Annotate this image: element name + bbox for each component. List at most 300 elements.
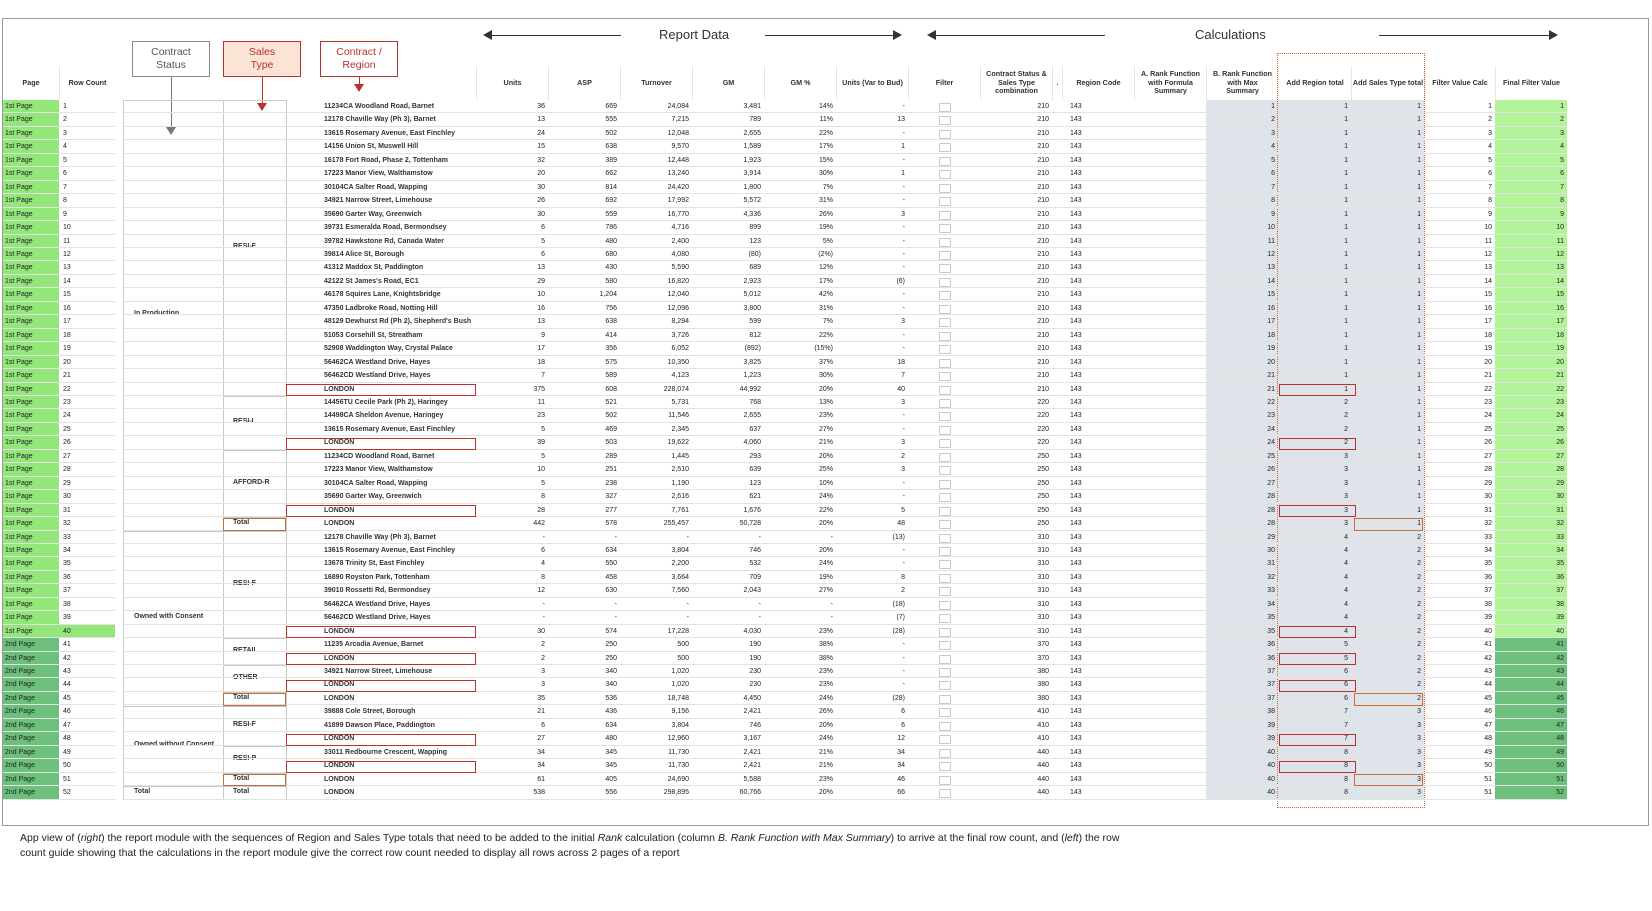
filter-checkbox-icon <box>939 399 951 408</box>
guide-row-count-cell: 37 <box>63 587 71 595</box>
cell-combination: 250 <box>1037 466 1049 474</box>
guide-page-cell: 1st Page <box>3 450 59 462</box>
guide-row-count-cell: 33 <box>63 533 71 541</box>
cell-region-code: 143 <box>1070 103 1082 110</box>
cell-region: 12178 Chaville Way (Ph 3), Barnet <box>324 533 436 541</box>
cell-filter-calc: 17 <box>1484 318 1492 326</box>
cell-final-filter: 22 <box>1495 383 1567 395</box>
cell-units-var: - <box>902 425 905 433</box>
cell-asp: 502 <box>605 412 617 420</box>
cell-region-code: 143 <box>1070 708 1082 716</box>
cell-units: 5 <box>541 452 545 460</box>
cell-filter-calc: 1 <box>1488 103 1492 110</box>
cell-units: 23 <box>537 412 545 420</box>
table-row <box>123 584 1567 597</box>
cell-add-sales: 3 <box>1417 762 1421 770</box>
cell-region: 13678 Trinity St, East Finchley <box>324 560 425 568</box>
cell-combination: 210 <box>1037 237 1049 245</box>
cell-add-sales: 2 <box>1417 668 1421 676</box>
cell-filter-calc: 49 <box>1484 748 1492 756</box>
cell-combination: 210 <box>1037 264 1049 272</box>
cell-gm: (80) <box>748 250 761 258</box>
cell-region: 35690 Garter Way, Greenwich <box>324 210 422 218</box>
sales-type-label: Total <box>233 774 250 782</box>
cell-units-var: 3 <box>901 210 905 218</box>
cell-units: 10 <box>537 291 545 299</box>
table-row <box>123 356 1567 369</box>
table-row <box>123 786 1567 799</box>
cell-final-filter: 32 <box>1495 517 1567 529</box>
cell-add-region: 1 <box>1344 237 1348 245</box>
guide-row-count-cell: 2 <box>63 116 67 124</box>
cell-add-region: 2 <box>1344 425 1348 433</box>
cell-combination: 310 <box>1037 614 1049 622</box>
cell-region-code: 143 <box>1070 668 1082 676</box>
cell-units-var: - <box>902 331 905 339</box>
filter-checkbox-icon <box>939 762 951 771</box>
guide-row <box>3 113 115 126</box>
cell-filter-calc: 25 <box>1484 425 1492 433</box>
cell-add-region: 2 <box>1344 398 1348 406</box>
cell-add-sales: 1 <box>1417 183 1421 191</box>
cell-asp: 556 <box>605 789 617 797</box>
cell-turnover: 8,294 <box>671 318 689 326</box>
contract-status-label: Total <box>134 788 151 796</box>
cell-region-code: 143 <box>1070 762 1082 770</box>
cell-gm-pct: 21% <box>818 762 833 770</box>
cell-add-region: 4 <box>1344 573 1348 581</box>
cell-asp: 638 <box>605 318 617 326</box>
cell-add-sales: 1 <box>1417 210 1421 218</box>
cell-final-filter: 18 <box>1495 329 1567 341</box>
cell-turnover: 5,731 <box>671 398 689 406</box>
cell-turnover: 3,804 <box>671 721 689 729</box>
cell-rank-b: 28 <box>1267 520 1275 528</box>
guide-row-count-cell: 34 <box>63 546 71 554</box>
add-region-highlight <box>1279 626 1356 638</box>
cell-final-filter: 8 <box>1495 194 1567 206</box>
cell-region: LONDON <box>324 627 355 635</box>
cell-region-code: 143 <box>1070 156 1082 164</box>
table-row <box>123 544 1567 557</box>
cell-filter-calc: 45 <box>1484 694 1492 702</box>
guide-row-count-cell: 47 <box>63 721 71 729</box>
cell-add-region: 4 <box>1344 560 1348 568</box>
cell-asp: 550 <box>605 560 617 568</box>
cell-rank-b: 30 <box>1267 546 1275 554</box>
cell-add-region: 1 <box>1344 224 1348 232</box>
guide-row <box>3 584 115 597</box>
cell-units: 39 <box>537 439 545 447</box>
cell-gm: (892) <box>744 345 761 353</box>
cell-units: 34 <box>537 748 545 756</box>
cell-units-var: 13 <box>897 116 905 124</box>
guide-row-count-cell: 22 <box>63 385 71 393</box>
cell-units-var: - <box>902 304 905 312</box>
cell-region: LONDON <box>324 654 355 662</box>
cell-rank-b: 21 <box>1267 385 1275 393</box>
filter-checkbox-icon <box>939 708 951 717</box>
cell-units-var: - <box>902 493 905 501</box>
cell-rank-b: 22 <box>1267 398 1275 406</box>
cell-filter-calc: 13 <box>1484 264 1492 272</box>
header-gm-pct: GM % <box>764 66 836 100</box>
guide-page-cell: 1st Page <box>3 383 59 395</box>
contract-status-label: Owned without Consent <box>134 741 215 749</box>
cell-filter-calc: 22 <box>1484 385 1492 393</box>
guide-row-count-cell: 50 <box>63 762 71 770</box>
guide-page-cell: 1st Page <box>3 557 59 569</box>
cell-combination: 370 <box>1037 654 1049 662</box>
cell-final-filter: 17 <box>1495 315 1567 327</box>
header-rank-b: B. Rank Function with Max Summary <box>1206 66 1278 100</box>
guide-page-cell: 1st Page <box>3 463 59 475</box>
cell-region-code: 143 <box>1070 493 1082 501</box>
cell-rank-b: 39 <box>1267 735 1275 743</box>
filter-checkbox-icon <box>939 251 951 260</box>
cell-turnover: 2,400 <box>671 237 689 245</box>
filter-checkbox-icon <box>939 170 951 179</box>
cell-filter-calc: 28 <box>1484 466 1492 474</box>
cell-gm-pct: 20% <box>818 546 833 554</box>
cell-turnover: 255,457 <box>663 520 689 528</box>
cell-gm-pct: (2%) <box>818 250 833 258</box>
cell-region: 14456TU Cecile Park (Ph 2), Haringey <box>324 398 448 406</box>
cell-combination: 380 <box>1037 694 1049 702</box>
cell-rank-b: 40 <box>1267 789 1275 797</box>
cell-gm: 689 <box>749 264 761 272</box>
cell-rank-b: 4 <box>1271 143 1275 151</box>
guide-page-cell: 1st Page <box>3 315 59 327</box>
cell-turnover: 11,730 <box>668 762 689 770</box>
cell-asp: 356 <box>605 345 617 353</box>
cell-units: 20 <box>537 170 545 178</box>
guide-page-cell: 1st Page <box>3 248 59 260</box>
filter-checkbox-icon <box>939 103 951 112</box>
cell-final-filter: 51 <box>1495 773 1567 785</box>
cell-combination: 310 <box>1037 587 1049 595</box>
cell-rank-b: 10 <box>1267 224 1275 232</box>
cell-final-filter: 36 <box>1495 571 1567 583</box>
cell-region: 35690 Garter Way, Greenwich <box>324 493 422 501</box>
cell-combination: 220 <box>1037 425 1049 433</box>
add-region-highlight <box>1279 734 1356 746</box>
add-region-highlight <box>1279 680 1356 692</box>
cell-add-sales: 1 <box>1417 385 1421 393</box>
cell-units-var: - <box>902 291 905 299</box>
cell-final-filter: 39 <box>1495 611 1567 623</box>
cell-rank-b: 34 <box>1267 600 1275 608</box>
cell-turnover: 19,622 <box>667 439 689 447</box>
cell-filter-calc: 24 <box>1484 412 1492 420</box>
cell-units-var: 1 <box>901 170 905 178</box>
cell-rank-b: 32 <box>1267 573 1275 581</box>
header-gm: GM <box>692 66 764 100</box>
cell-add-sales: 2 <box>1417 546 1421 554</box>
cell-gm: 2,043 <box>743 587 761 595</box>
cell-gm-pct: 15% <box>818 156 833 164</box>
cell-units: 61 <box>537 775 545 783</box>
table-row <box>123 140 1567 153</box>
guide-page-cell: 1st Page <box>3 275 59 287</box>
cell-gm: 4,030 <box>743 627 761 635</box>
cell-filter-calc: 43 <box>1484 668 1492 676</box>
guide-page-cell: 2nd Page <box>3 786 59 798</box>
guide-row-count-cell: 51 <box>63 775 71 783</box>
cell-gm-pct: 7% <box>822 318 833 326</box>
header-add-region: Add Region total <box>1278 66 1351 100</box>
cell-region-code: 143 <box>1070 439 1082 447</box>
cell-turnover: 1,445 <box>671 452 689 460</box>
cell-gm-pct: 30% <box>818 372 833 380</box>
guide-page-cell: 2nd Page <box>3 773 59 785</box>
cell-turnover: 3,726 <box>671 331 689 339</box>
cell-filter-calc: 51 <box>1484 775 1492 783</box>
cell-region-code: 143 <box>1070 210 1082 218</box>
cell-add-region: 1 <box>1344 129 1348 137</box>
cell-units: 18 <box>537 358 545 366</box>
region-total-highlight <box>286 505 476 517</box>
cell-gm: 1,923 <box>743 156 761 164</box>
cell-region-code: 143 <box>1070 358 1082 366</box>
cell-final-filter: 40 <box>1495 625 1567 637</box>
guide-row-count-cell: 26 <box>63 439 71 447</box>
cell-final-filter: 3 <box>1495 127 1567 139</box>
cell-add-sales: 1 <box>1417 372 1421 380</box>
cell-final-filter: 20 <box>1495 356 1567 368</box>
cell-turnover: 228,074 <box>663 385 689 393</box>
cell-region-code: 143 <box>1070 345 1082 353</box>
filter-checkbox-icon <box>939 130 951 139</box>
cell-combination: 310 <box>1037 627 1049 635</box>
cell-region-code: 143 <box>1070 681 1082 689</box>
cell-rank-b: 40 <box>1267 775 1275 783</box>
cell-combination: 310 <box>1037 600 1049 608</box>
guide-page-cell: 1st Page <box>3 409 59 421</box>
cell-gm: 5,588 <box>743 775 761 783</box>
cell-add-sales: 1 <box>1417 103 1421 110</box>
guide-page-cell: 1st Page <box>3 329 59 341</box>
table-row <box>123 181 1567 194</box>
add-sales-highlight <box>1354 518 1423 530</box>
table-row <box>123 369 1567 382</box>
cell-gm: 3,825 <box>743 358 761 366</box>
cell-rank-b: 35 <box>1267 614 1275 622</box>
guide-row-count-cell: 21 <box>63 372 71 380</box>
cell-units-var: 6 <box>901 708 905 716</box>
cell-region: 52908 Waddington Way, Crystal Palace <box>324 345 453 353</box>
guide-page-cell: 1st Page <box>3 625 59 637</box>
cell-gm: 3,481 <box>743 103 761 110</box>
cell-filter-calc: 40 <box>1484 627 1492 635</box>
cell-region: 39010 Rossetti Rd, Bermondsey <box>324 587 431 595</box>
cell-asp: 578 <box>605 520 617 528</box>
cell-units-var: 12 <box>897 735 905 743</box>
cell-units-var: 5 <box>901 506 905 514</box>
cell-add-sales: 3 <box>1417 789 1421 797</box>
cell-units: 8 <box>541 573 545 581</box>
cell-add-region: 1 <box>1344 170 1348 178</box>
cell-asp: 340 <box>605 681 617 689</box>
cell-asp: 289 <box>605 452 617 460</box>
cell-rank-b: 21 <box>1267 372 1275 380</box>
cell-add-sales: 1 <box>1417 156 1421 164</box>
cell-combination: 250 <box>1037 493 1049 501</box>
cell-add-sales: 1 <box>1417 264 1421 272</box>
cell-final-filter: 27 <box>1495 450 1567 462</box>
cell-gm: 1,676 <box>743 506 761 514</box>
cell-asp: 430 <box>605 264 617 272</box>
cell-turnover: 12,048 <box>667 129 689 137</box>
cell-add-region: 5 <box>1344 641 1348 649</box>
table-row <box>123 692 1567 705</box>
guide-page-cell: 1st Page <box>3 194 59 206</box>
report-data-heading: Report Data <box>659 27 730 42</box>
filter-checkbox-icon <box>939 641 951 650</box>
cell-region-code: 143 <box>1070 721 1082 729</box>
cell-combination: 310 <box>1037 533 1049 541</box>
guide-row <box>3 638 115 651</box>
cell-filter-calc: 9 <box>1488 210 1492 218</box>
cell-turnover: 1,020 <box>671 668 689 676</box>
cell-region-code: 143 <box>1070 237 1082 245</box>
table-row <box>123 315 1567 328</box>
cell-add-sales: 1 <box>1417 250 1421 258</box>
cell-asp: 559 <box>605 210 617 218</box>
cell-gm: 190 <box>749 654 761 662</box>
cell-filter-calc: 41 <box>1484 641 1492 649</box>
cell-rank-b: 16 <box>1267 304 1275 312</box>
cell-units: 8 <box>541 493 545 501</box>
filter-checkbox-icon <box>939 749 951 758</box>
guide-row <box>3 409 115 422</box>
cell-filter-calc: 19 <box>1484 345 1492 353</box>
cell-turnover: 2,345 <box>671 425 689 433</box>
guide-row <box>3 773 115 786</box>
cell-units-var: (28) <box>892 694 905 702</box>
cell-add-region: 8 <box>1344 789 1348 797</box>
cell-final-filter: 5 <box>1495 154 1567 166</box>
cell-combination: 210 <box>1037 224 1049 232</box>
cell-gm: 230 <box>749 681 761 689</box>
sales-type-label: RESI-F <box>233 720 256 728</box>
cell-combination: 220 <box>1037 398 1049 406</box>
cell-gm-pct: 21% <box>818 439 833 447</box>
guide-row <box>3 678 115 691</box>
cell-region: 39814 Alice St, Borough <box>324 250 404 258</box>
cell-units-var: - <box>902 197 905 205</box>
cell-add-region: 8 <box>1344 775 1348 783</box>
cell-combination: 440 <box>1037 748 1049 756</box>
guide-row <box>3 154 115 167</box>
cell-region-code: 143 <box>1070 735 1082 743</box>
cell-add-sales: 1 <box>1417 129 1421 137</box>
filter-checkbox-icon <box>939 534 951 543</box>
guide-page-cell: 1st Page <box>3 261 59 273</box>
cell-add-sales: 1 <box>1417 116 1421 124</box>
filter-checkbox-icon <box>939 480 951 489</box>
guide-row-count-cell: 27 <box>63 452 71 460</box>
cell-rank-b: 40 <box>1267 748 1275 756</box>
guide-row-count-cell: 35 <box>63 560 71 568</box>
cell-units-var: 3 <box>901 439 905 447</box>
contract-status-callout: Contract Status <box>132 41 210 77</box>
cell-region: 12178 Chaville Way (Ph 3), Barnet <box>324 116 436 124</box>
guide-row <box>3 625 115 638</box>
cell-gm: 4,060 <box>743 439 761 447</box>
cell-filter-calc: 5 <box>1488 156 1492 164</box>
cell-units: 6 <box>541 224 545 232</box>
cell-region-code: 143 <box>1070 398 1082 406</box>
guide-row-count-cell: 39 <box>63 614 71 622</box>
cell-filter-calc: 16 <box>1484 304 1492 312</box>
cell-turnover: 16,770 <box>667 210 689 218</box>
cell-combination: 440 <box>1037 775 1049 783</box>
cell-gm-pct: 37% <box>818 358 833 366</box>
guide-row-count-cell: 3 <box>63 129 67 137</box>
guide-row-count-cell: 49 <box>63 748 71 756</box>
cell-gm-pct: - <box>830 614 833 622</box>
cell-combination: 410 <box>1037 721 1049 729</box>
cell-combination: 210 <box>1037 291 1049 299</box>
cell-filter-calc: 37 <box>1484 587 1492 595</box>
region-total-highlight <box>286 653 476 665</box>
cell-units: 29 <box>537 277 545 285</box>
cell-filter-calc: 18 <box>1484 331 1492 339</box>
cell-asp: 756 <box>605 304 617 312</box>
cell-final-filter: 33 <box>1495 531 1567 543</box>
guide-row-count-cell: 24 <box>63 412 71 420</box>
cell-region-code: 143 <box>1070 789 1082 797</box>
table-row <box>123 665 1567 678</box>
filter-checkbox-icon <box>939 439 951 448</box>
cell-add-sales: 2 <box>1417 641 1421 649</box>
cell-region-code: 143 <box>1070 277 1082 285</box>
cell-region: 13615 Rosemary Avenue, East Finchley <box>324 129 455 137</box>
cell-add-region: 1 <box>1344 143 1348 151</box>
table-row <box>123 463 1567 476</box>
cell-add-region: 1 <box>1344 183 1348 191</box>
table-row <box>123 517 1567 530</box>
guide-row <box>3 746 115 759</box>
guide-row-count-cell: 46 <box>63 708 71 716</box>
cell-final-filter: 38 <box>1495 598 1567 610</box>
cell-final-filter: 44 <box>1495 678 1567 690</box>
cell-region-code: 143 <box>1070 129 1082 137</box>
cell-gm-pct: 42% <box>818 291 833 299</box>
cell-asp: 786 <box>605 224 617 232</box>
guide-page-cell: 2nd Page <box>3 692 59 704</box>
cell-region-code: 143 <box>1070 546 1082 554</box>
cell-add-region: 1 <box>1344 197 1348 205</box>
cell-rank-b: 24 <box>1267 425 1275 433</box>
cell-asp: 277 <box>605 506 617 514</box>
table-row <box>123 450 1567 463</box>
cell-units-var: - <box>902 224 905 232</box>
cell-gm-pct: 17% <box>818 277 833 285</box>
cell-turnover: 24,690 <box>667 775 689 783</box>
cell-region-code: 143 <box>1070 331 1082 339</box>
cell-gm: 3,800 <box>743 304 761 312</box>
cell-asp: 250 <box>605 654 617 662</box>
cell-units: 6 <box>541 250 545 258</box>
cell-gm: 190 <box>749 641 761 649</box>
add-region-highlight <box>1279 438 1356 450</box>
cell-units-var: 2 <box>901 587 905 595</box>
filter-checkbox-icon <box>939 453 951 462</box>
guide-page-cell: 1st Page <box>3 302 59 314</box>
cell-combination: 250 <box>1037 452 1049 460</box>
